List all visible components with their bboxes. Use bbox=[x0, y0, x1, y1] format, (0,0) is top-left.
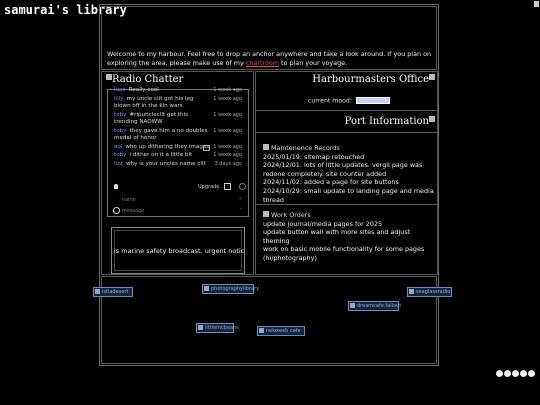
footer-icons bbox=[495, 370, 535, 379]
broken-image-icon bbox=[263, 211, 269, 217]
work-order-entry: update button wall with more sites and adjust theming bbox=[263, 228, 411, 245]
broken-image-icon bbox=[429, 74, 435, 80]
chat-text: why is your uncles name clit bbox=[125, 160, 206, 167]
chat-username[interactable]: aol bbox=[114, 143, 123, 150]
broadcast-marquee: is marine safety broadcast. urgent notic bbox=[114, 247, 245, 255]
chat-text: who up dithering they images bbox=[125, 143, 210, 150]
radio-chatter-panel bbox=[101, 71, 254, 275]
broken-image-icon bbox=[263, 144, 269, 150]
maintenance-title: Maintenence Records bbox=[271, 144, 340, 152]
maintenance-entry: 2025/01/19: sitemap retouched bbox=[263, 152, 365, 161]
port-info-title: Port Information bbox=[344, 116, 429, 127]
mood-label: current mood: bbox=[308, 97, 352, 105]
chat-username[interactable]: luxe bbox=[114, 87, 126, 93]
maintenance-entry: 2024/12/01: lots of little updates. vergil page was redone completely. site counter added bbox=[263, 161, 423, 178]
harbourmaster-title: Harbourmasters Office bbox=[312, 74, 429, 85]
chartroom-link[interactable]: chartroom bbox=[245, 59, 279, 67]
user-icon[interactable] bbox=[114, 184, 118, 189]
chat-log[interactable] bbox=[108, 87, 248, 179]
chat-text: my uncle clit got his leg blown off in the kin wars bbox=[114, 95, 194, 109]
welcome-message bbox=[107, 50, 432, 68]
right-column bbox=[255, 71, 438, 275]
upgrade-link[interactable]: Upgrade bbox=[198, 184, 220, 190]
chat-username[interactable]: toby bbox=[114, 127, 127, 134]
radio-chatter-title: Radio Chatter bbox=[112, 74, 184, 85]
collapse-icon[interactable]: « bbox=[238, 196, 242, 202]
site-button[interactable]: nekoweb cafe bbox=[257, 326, 305, 336]
popout-icon[interactable] bbox=[224, 183, 231, 190]
chat-message bbox=[108, 128, 248, 143]
chat-time: 3 days ago bbox=[214, 160, 242, 167]
broken-image-icon bbox=[429, 116, 435, 122]
site-button[interactable]: seaglassradio bbox=[407, 287, 452, 297]
chat-text: #ripunclecllt get this trending NAOWW bbox=[114, 111, 189, 125]
chat-username[interactable]: toby bbox=[114, 152, 127, 158]
chat-name-input[interactable] bbox=[122, 196, 242, 203]
site-button[interactable]: dreamcafe.fallout bbox=[348, 301, 399, 311]
shell-icon[interactable] bbox=[512, 370, 519, 377]
maintenance-section bbox=[263, 144, 435, 204]
shell-icon[interactable] bbox=[504, 370, 511, 377]
maintenance-entry: 2024/11/02: added a page for site buttons bbox=[263, 178, 399, 187]
broadcast-box bbox=[111, 227, 245, 274]
shell-icon[interactable] bbox=[520, 370, 527, 377]
work-orders-section bbox=[263, 211, 435, 262]
chat-time: 1 week ago bbox=[213, 143, 242, 150]
shell-icon[interactable] bbox=[528, 370, 535, 377]
chat-time: 1 week ago bbox=[213, 111, 242, 118]
chat-text: they gave him a no doubles medal of honor bbox=[114, 127, 208, 141]
work-order-entry: work on basic mobile functionality for some pages (hi/photography) bbox=[263, 245, 425, 262]
welcome-text: Welcome to my harbour. Feel free to drop an anchor anywhere and take a look around. If you plan on exploring the area, please make use of my bbox=[107, 50, 432, 67]
chat-message bbox=[108, 112, 248, 127]
chat-text: i dither on it a little bit bbox=[129, 152, 193, 158]
current-mood bbox=[308, 97, 390, 105]
menu-corner-icon[interactable] bbox=[534, 1, 539, 7]
chat-message-input[interactable] bbox=[122, 207, 242, 214]
chat-username[interactable]: lilly bbox=[114, 95, 124, 102]
chat-box[interactable] bbox=[107, 89, 249, 217]
site-button[interactable]: littlemcbeans bbox=[196, 323, 234, 333]
work-order-entry: update journal/media pages for 2025 bbox=[263, 219, 383, 228]
work-orders-title: Work Orders bbox=[271, 211, 311, 219]
chat-time: 1 week ago bbox=[213, 152, 242, 158]
chat-message bbox=[108, 87, 248, 95]
shell-icon[interactable] bbox=[496, 370, 503, 377]
welcome-text-end: to plan your voyage. bbox=[279, 59, 348, 67]
scroll-arrow-icon[interactable]: ˅ bbox=[239, 208, 242, 214]
chat-text: Really cool bbox=[128, 87, 159, 93]
chat-controls bbox=[108, 182, 248, 218]
settings-circle-icon[interactable] bbox=[239, 183, 246, 190]
header-area bbox=[101, 6, 437, 70]
chat-message bbox=[108, 96, 248, 111]
chat-message bbox=[108, 144, 248, 152]
site-button[interactable]: isitadesert bbox=[93, 287, 133, 297]
chat-time: 1 week ago bbox=[213, 127, 242, 134]
main-frame bbox=[99, 4, 451, 366]
emoji-icon[interactable] bbox=[113, 207, 120, 214]
chat-time: 1 week ago bbox=[213, 87, 242, 93]
chat-time: 1 week ago bbox=[213, 95, 242, 102]
button-wall bbox=[101, 276, 451, 364]
chat-message bbox=[108, 161, 248, 169]
chat-message bbox=[108, 152, 248, 160]
site-button[interactable]: photographylibrary bbox=[202, 284, 254, 294]
maintenance-entry: 2024/10/29: small update to landing page and media thread bbox=[263, 186, 434, 204]
mood-badge bbox=[356, 97, 390, 104]
image-icon[interactable] bbox=[203, 145, 210, 151]
site-title: samurai's library bbox=[4, 3, 127, 17]
chat-username[interactable]: toby bbox=[114, 111, 127, 118]
chat-username[interactable]: lizz bbox=[114, 160, 123, 167]
